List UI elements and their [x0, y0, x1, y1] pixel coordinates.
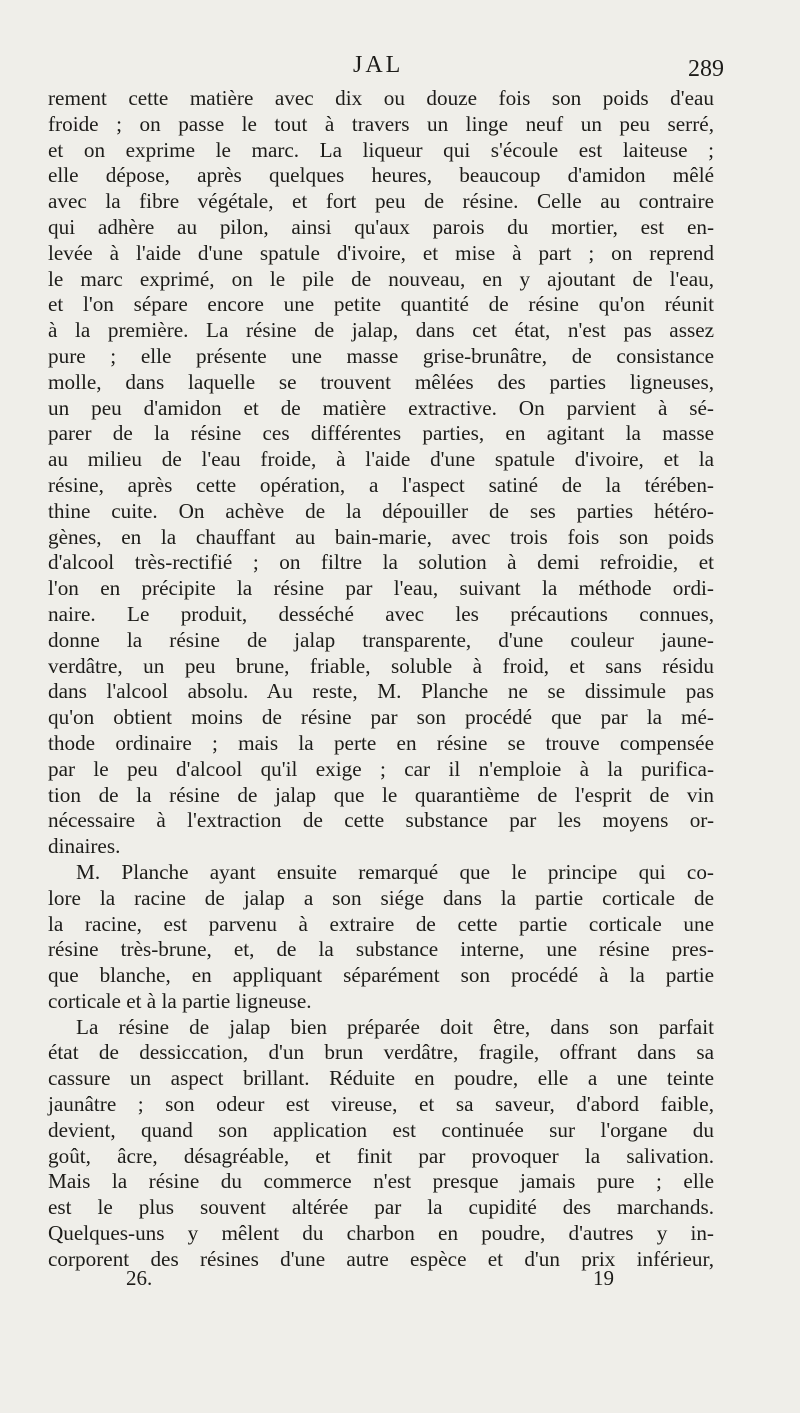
signature-page-number: 19 — [593, 1266, 614, 1290]
text-line: verdâtre, un peu brune, friable, soluble à froid, et sans résidu — [48, 653, 714, 678]
text-line: molle, dans laquelle se trouvent mêlées des parties ligneuses, — [48, 369, 714, 394]
text-line: état de dessiccation, d'un brun verdâtre, fragile, offrant dans sa — [48, 1040, 714, 1065]
text-line: lore la racine de jalap a son siége dans la partie corticale de — [48, 885, 714, 910]
text-line: résine très-brune, et, de la substance interne, une résine pres- — [48, 937, 714, 962]
text-line: qui adhère au pilon, ainsi qu'aux parois du mortier, est en- — [48, 214, 714, 239]
text-line: au milieu de l'eau froide, à l'aide d'une spatule d'ivoire, et la — [48, 447, 714, 472]
text-line: rement cette matière avec dix ou douze fois son poids d'eau — [48, 86, 714, 110]
text-line: dinaires. — [48, 834, 121, 859]
text-line: corporent des résines d'une autre espèce et d'un prix inférieur, — [48, 1246, 714, 1271]
text-line: levée à l'aide d'une spatule d'ivoire, et mise à part ; on reprend — [48, 240, 714, 265]
text-line: qu'on obtient moins de résine par son procédé que par la mé- — [48, 705, 714, 730]
text-line: Quelques-uns y mêlent du charbon en poudre, d'autres y in- — [48, 1221, 714, 1246]
text-line: et l'on sépare encore une petite quantité de résine qu'on réunit — [48, 292, 714, 317]
text-line: thode ordinaire ; mais la perte en résine se trouve compensée — [48, 730, 714, 755]
text-line: est le plus souvent altérée par la cupidité des marchands. — [48, 1195, 714, 1220]
text-line: gènes, en la chauffant au bain-marie, avec trois fois son poids — [48, 524, 714, 549]
text-line: l'on en précipite la résine par l'eau, suivant la méthode ordi- — [48, 576, 714, 601]
text-line: parer de la résine ces différentes parties, en agitant la masse — [48, 421, 714, 446]
text-line: la racine, est parvenu à extraire de cette partie corticale une — [48, 911, 714, 936]
page-footer — [48, 1266, 714, 1296]
text-line: M. Planche ayant ensuite remarqué que le principe qui co- — [76, 859, 714, 884]
text-line: devient, quand son application est continuée sur l'organe du — [48, 1117, 714, 1142]
text-line: résine, après cette opération, a l'aspect satiné de la térében- — [48, 472, 714, 497]
text-line: elle dépose, après quelques heures, beaucoup d'amidon mêlé — [48, 163, 714, 188]
running-head: JAL — [353, 52, 404, 78]
text-line: thine cuite. On achève de la dépouiller de ses parties hétéro- — [48, 498, 714, 523]
text-line: nécessaire à l'extraction de cette substance par les moyens or- — [48, 808, 714, 833]
text-line: à la première. La résine de jalap, dans cet état, n'est pas assez — [48, 318, 714, 343]
body-text — [48, 86, 714, 1273]
text-line: un peu d'amidon et de matière extractive. On parvient à sé- — [48, 395, 714, 420]
text-line: froide ; on passe le tout à travers un linge neuf un peu serré, — [48, 111, 714, 136]
page-header — [48, 52, 724, 86]
text-line: et on exprime le marc. La liqueur qui s'écoule est laiteuse ; — [48, 137, 714, 162]
text-line: d'alcool très-rectifié ; on filtre la solution à demi refroidie, et — [48, 550, 714, 575]
text-line: corticale et à la partie ligneuse. — [48, 988, 312, 1013]
text-line: goût, âcre, désagréable, et finit par provoquer la salivation. — [48, 1143, 714, 1168]
signature-mark: 26. — [126, 1266, 153, 1290]
text-line: donne la résine de jalap transparente, d'une couleur jaune- — [48, 627, 714, 652]
text-line: par le peu d'alcool qu'il exige ; car il n'emploie à la purifica- — [48, 756, 714, 781]
text-line: naire. Le produit, desséché avec les précautions connues, — [48, 601, 714, 626]
text-line: que blanche, en appliquant séparément son procédé à la partie — [48, 963, 714, 988]
text-line: dans l'alcool absolu. Au reste, M. Planche ne se dissimule pas — [48, 679, 714, 704]
text-line: tion de la résine de jalap que le quarantième de l'esprit de vin — [48, 782, 714, 807]
text-line: La résine de jalap bien préparée doit être, dans son parfait — [76, 1014, 714, 1039]
text-line: pure ; elle présente une masse grise-brunâtre, de consistance — [48, 343, 714, 368]
text-line: avec la fibre végétale, et fort peu de résine. Celle au contraire — [48, 189, 714, 214]
text-line: Mais la résine du commerce n'est presque jamais pure ; elle — [48, 1169, 714, 1194]
text-line: jaunâtre ; son odeur est vireuse, et sa saveur, d'abord faible, — [48, 1092, 714, 1117]
text-line: le marc exprimé, on le pile de nouveau, en y ajoutant de l'eau, — [48, 266, 714, 291]
page-number: 289 — [688, 56, 724, 82]
text-line: cassure un aspect brillant. Réduite en poudre, elle a une teinte — [48, 1066, 714, 1091]
